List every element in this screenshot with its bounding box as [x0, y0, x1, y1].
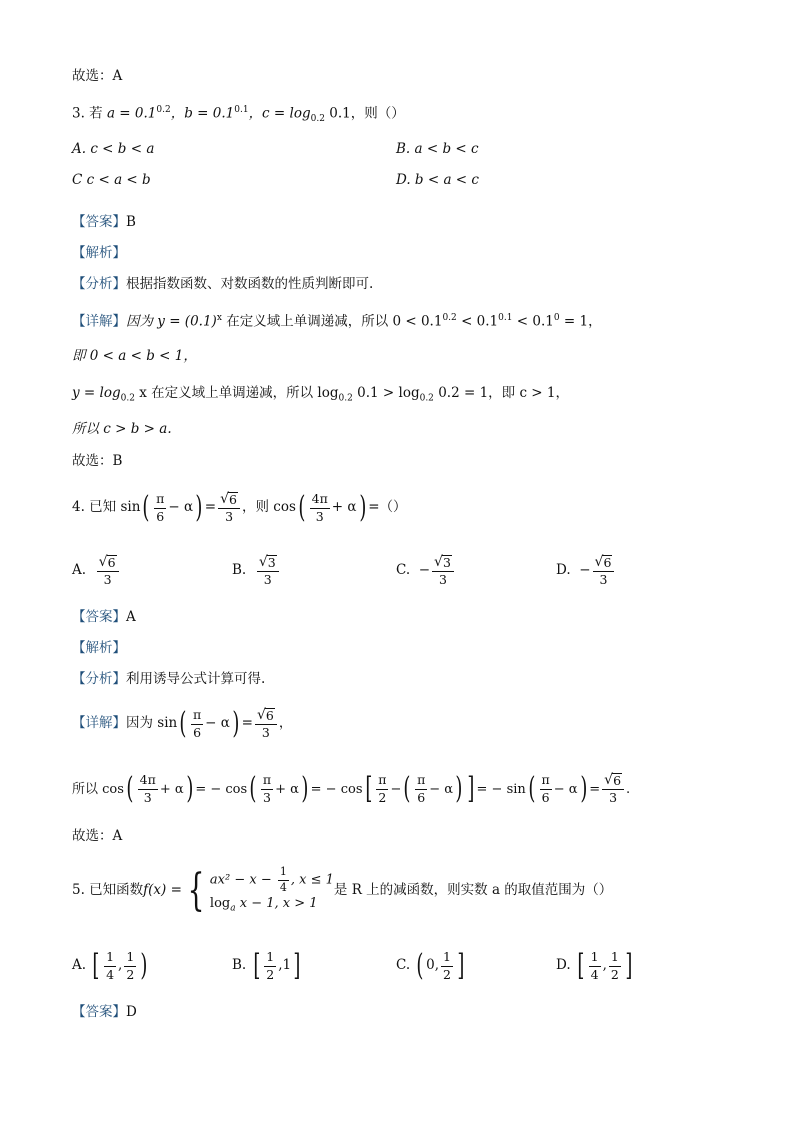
q3-fenxi: 【分析】根据指数函数、对数函数的性质判断即可. — [72, 276, 374, 292]
q3-xiangjie-line2: 即 0 < a < b < 1， — [72, 348, 197, 364]
q3-xiangjie-line3: $y = \log_{0.2} x$ 在定义域上单调递减，所以 $\log_{0.2} 0.1 > \log_{0.2} 0.2 = 1$，即 c > 1， — [72, 385, 570, 404]
q4-xiangjie-line1: 【详解】 因为 sin ( $\frac{\pi}{6}$ − α ) = √ 6 3 ， — [72, 706, 293, 741]
q5-option-d: D. [ $\frac{1}{4}$ , $\frac{1}{2}$ ] — [556, 948, 633, 983]
q3-xiangjie-line4: 所以 c > b > a. — [72, 421, 172, 437]
prev-answer-line: 故选：A — [72, 68, 123, 84]
q3-conclusion: 故选：B — [72, 453, 123, 469]
q3-option-b: B. a < b < c — [396, 141, 479, 157]
q4-answer: 【答案】A — [72, 609, 136, 625]
q3-option-a: A. c < b < a — [72, 141, 155, 157]
q3-option-c: C c < a < b — [72, 172, 151, 188]
q4-option-a: A. √ 6 3 — [72, 552, 121, 590]
q4-analysis-heading: 【解析】 — [72, 640, 126, 656]
q5-stem: 5. 已知函数 f(x) = { ax² − x − $\frac{1}{4}$ , x ≤ 1 $\log_a x - 1$, x > 1 是 R 上的减函数，则实数 a 的取值范围为（） — [72, 864, 613, 916]
q4-xiangjie-line2: 所以 cos ( $\frac{4\pi}{3}$ + α ) = − cos ( $\frac{\pi}{3}$ + α ) = − cos [ $\frac{\pi}{2}$ − ( $\frac{\pi}{6}$ − α ) ] = − sin ( $\frac{\pi}{6}$ − α ) = √ 6 3 . — [72, 771, 631, 806]
q3-stem: 3. 若 $a = 0.1^{0.2}$，$b = 0.1^{0.1}$，$c = \log_{0.2} 0.1$，则（） — [72, 105, 405, 125]
q4-option-d: D. − √ 6 3 — [556, 552, 616, 590]
q3-option-d: D. b < a < c — [396, 172, 479, 188]
q3-analysis-heading: 【解析】 — [72, 245, 126, 261]
q4-option-c: C. − √ 3 3 — [396, 552, 456, 590]
q3-answer: 【答案】B — [72, 214, 136, 230]
q5-option-b: B. [ $\frac{1}{2}$ , 1 ] — [232, 948, 301, 983]
q4-option-b: B. √ 3 3 — [232, 552, 281, 590]
q5-option-c: C. ( 0 , $\frac{1}{2}$ ] — [396, 948, 465, 983]
q4-conclusion: 故选：A — [72, 828, 123, 844]
q4-fenxi: 【分析】利用诱导公式计算可得. — [72, 671, 266, 687]
q4-stem: 4. 已知 sin ( $\frac{\pi}{6}$ − α ) = √ 6 3 ，则 cos ( $\frac{4\pi}{3}$ + α ) =（） — [72, 490, 407, 525]
q5-option-a: A. [ $\frac{1}{4}$ , $\frac{1}{2}$ ) — [72, 948, 148, 983]
q3-xiangjie-line1: 【详解】因为 $y = (0.1)^x$ 在定义域上单调递减，所以 $0 < 0.1^{0.2} < 0.1^{0.1} < 0.1^0 = 1$， — [72, 313, 602, 330]
q5-answer: 【答案】D — [72, 1004, 137, 1020]
